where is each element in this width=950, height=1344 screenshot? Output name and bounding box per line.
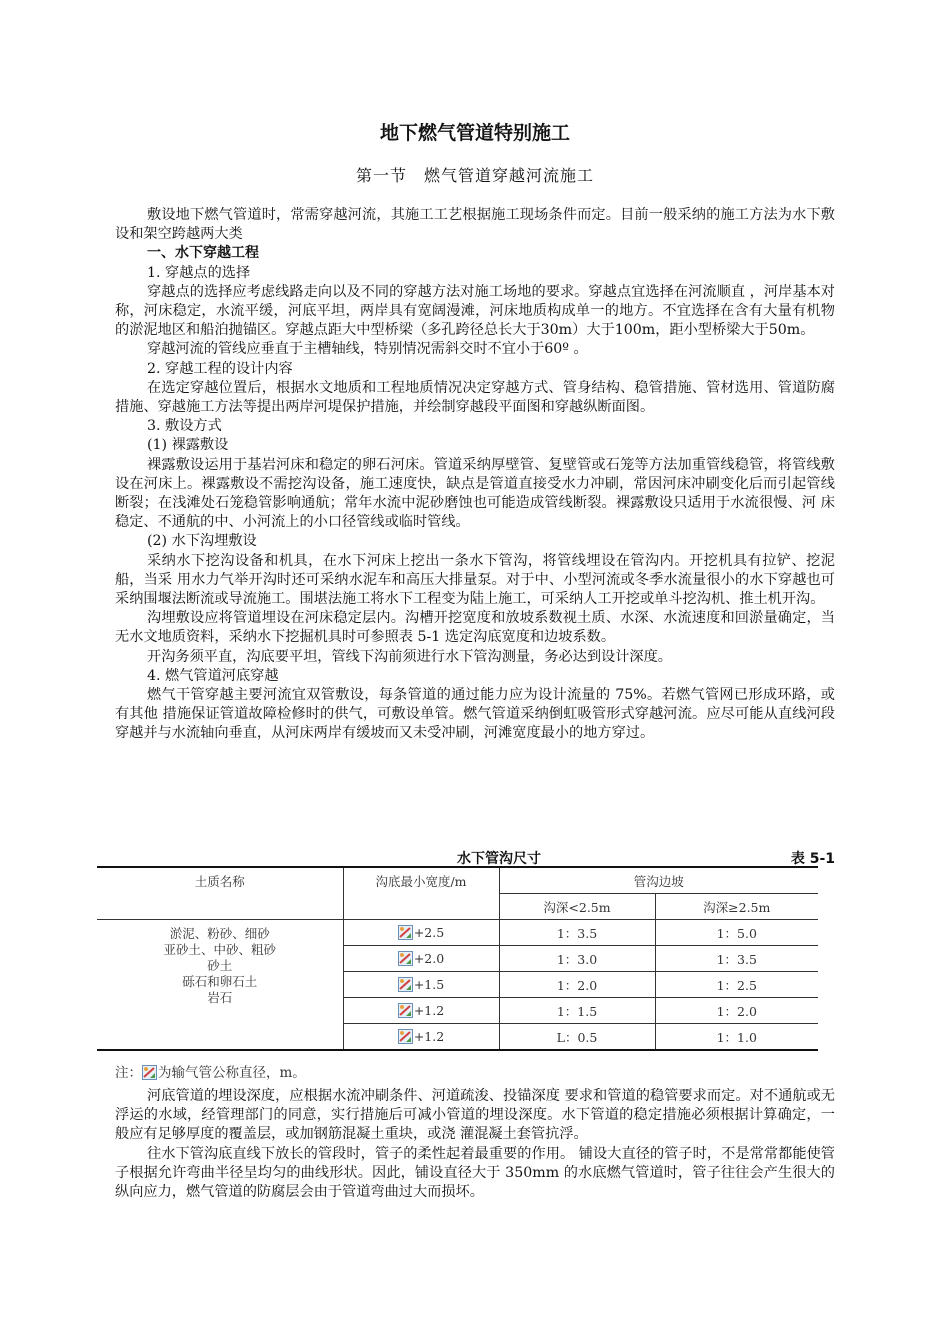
pipe-diameter-icon: [142, 1065, 157, 1080]
paragraph: 开沟务须平直，沟底要平坦，管线下沟前须进行水下管沟测量，务必达到设计深度。: [147, 648, 672, 665]
paragraph: 穿越点的选择应考虑线路走向以及不同的穿越方法对施工场地的要求。穿越点宜选择在河流顺直 ，河岸基本对称，河床稳定，水流平缓，河底平坦，两岸具有宽阔漫滩，河床地质构成单一的地方。不宜选择在含有大量有机物的淤泥地区和船泊抛锚区。穿越点距大中型桥梁（多孔跨径总长大于30m）大于100m，距小型桥梁大于50m。: [115, 283, 835, 339]
note-text: 为输气管公称直径，m。: [158, 1065, 306, 1081]
width-cell: [343, 1024, 499, 1051]
header-soil: 土质名称: [97, 867, 343, 920]
shallow-slope-cell: 1：3.5: [499, 920, 655, 946]
paragraph: 往水下管沟底直线下放长的管段时，管子的柔性起着最重要的作用。 铺设大直径的管子时，不是常常都能使管子根据允许弯曲半径呈均匀的曲线形状。因此，铺设直径大于 350mm 的水底燃气管道时，管子往往会产生很大的纵向应力，燃气管道的防腐层会由于管道弯曲过大而损坏。: [115, 1145, 835, 1201]
paragraph: 沟埋敷设应将管道埋设在河床稳定层内。沟槽开挖宽度和放坡系数视土质、水深、水流速度和回淤量确定，当无水文地质资料，采纳水下挖掘机具时可参照表 5-1 选定沟底宽度和边坡系数。: [115, 610, 835, 646]
width-value: +1.2: [413, 1003, 445, 1018]
document-title: 地下燃气管道特别施工: [379, 122, 570, 144]
pipe-diameter-icon: [398, 1029, 413, 1044]
pipe-diameter-icon: [398, 951, 413, 966]
deep-slope-cell: 1：5.0: [655, 920, 818, 946]
paragraph: 敷设地下燃气管道时，常需穿越河流，其施工工艺根据施工现场条件而定。目前一般采纳的施工方法为水下敷设和架空跨越两大类: [115, 207, 835, 243]
soil-names-cell: [97, 920, 343, 1051]
width-cell: [343, 946, 499, 972]
deep-slope-cell: 1：2.0: [655, 998, 818, 1024]
header-slope: 管沟边坡: [499, 867, 818, 894]
deep-slope-cell: 1：3.5: [655, 946, 818, 972]
table-note: [115, 1061, 306, 1081]
width-value: +1.5: [413, 977, 445, 992]
width-value: +2.5: [413, 925, 445, 940]
soil-name: 亚砂土、中砂、粗砂: [163, 942, 276, 957]
paragraph: 3. 敷设方式: [147, 418, 222, 435]
pipe-diameter-icon: [398, 925, 413, 940]
width-cell: [343, 920, 499, 946]
width-cell: [343, 998, 499, 1024]
paragraph: 河底管道的埋设深度，应根据水流冲刷条件、河道疏浚、投锚深度 要求和管道的稳管要求而定。对不通航或无浮运的水域，经管理部门的同意，实行措施后可减小管道的埋设深度。水下管道的稳定措施必须根据计算确定，一般应有足够厚度的覆盖层，或加钢筋混凝土重块，或浇 灌混凝土套管抗浮。: [115, 1088, 835, 1143]
shallow-slope-cell: L：0.5: [499, 1024, 655, 1051]
header-min-width: 沟底最小宽度/m: [343, 867, 499, 920]
paragraph: 燃气干管穿越主要河流宜双管敷设，每条管道的通过能力应为设计流量的 75%。若燃气管网已形成环路，或有其他 措施保证管道故障检修时的供气，可敷设单管。燃气管道采纳倒虹吸管形式穿越河流。应尽可能从直线河段穿越并与水流轴向垂直，从河床两岸有缓坡而又未受冲刷，河滩宽度最小的地方穿过。: [115, 687, 835, 742]
header-slope-shallow: 沟深<2.5m: [499, 894, 655, 920]
soil-name: 砾石和卵石土: [182, 974, 258, 989]
soil-name: 淤泥、粉砂、细砂: [169, 926, 270, 941]
upper-body: [115, 206, 835, 744]
paragraph: (1) 裸露敷设: [147, 437, 229, 454]
shallow-slope-cell: 1：3.0: [499, 946, 655, 972]
paragraph: (2) 水下沟埋敷设: [147, 533, 257, 550]
soil-name: 砂土: [207, 958, 233, 973]
width-cell: [343, 972, 499, 998]
table-number: 表 5-1: [790, 851, 835, 867]
paragraph: 在选定穿越位置后，根据水文地质和工程地质情况决定穿越方式、管身结构、稳管措施、管材选用、管道防腐措施、穿越施工方法等提出两岸河堤保护措施，并绘制穿越段平面图和穿越纵断面图。: [115, 379, 835, 416]
section-subtitle: 第一节 燃气管道穿越河流施工: [355, 166, 594, 185]
paragraph: 穿越河流的管线应垂直于主槽轴线，特别情况需斜交时不宜小于60º 。: [147, 341, 588, 358]
table-row: [97, 920, 818, 946]
paragraph: 1. 穿越点的选择: [147, 264, 251, 281]
paragraph: 采纳水下挖沟设备和机具，在水下河床上挖出一条水下管沟，将管线埋设在管沟内。开挖机具有拉铲、挖泥船，当采 用水力气举开沟时还可采纳水泥车和高压大排量泵。对于中、小型河流或冬季水流量很小的水下穿越也可采纳围堰法断流或导流施工。围堪法施工将水下工程变为陆上施工，可采纳人工开挖或单斗挖沟机、推土机开沟。: [115, 552, 835, 608]
trench-size-table: [97, 866, 818, 1051]
table-title: 水下管沟尺寸: [457, 851, 541, 867]
section-heading: 一、水下穿越工程: [147, 245, 259, 262]
paragraph: 裸露敷设运用于基岩河床和稳定的卵石河床。管道采纳厚壁管、复壁管或石笼等方法加重管线稳管，将管线敷设在河床上。裸露敷设不需挖沟设备，施工速度快，缺点是管道直接受水力冲刷，常因河床冲刷变化后而引起管线断裂；在浅滩处石笼稳管影响通航；常年水流中泥砂磨蚀也可能造成管线断裂。裸露敷设只适用于水流很慢、河 床稳定、不通航的中、小河流上的小口径管线或临时管线。: [115, 456, 835, 531]
shallow-slope-cell: 1：2.0: [499, 972, 655, 998]
pipe-diameter-icon: [398, 977, 413, 992]
width-value: +2.0: [413, 951, 445, 966]
deep-slope-cell: 1：2.5: [655, 972, 818, 998]
table-header-row: [97, 867, 818, 894]
width-value: +1.2: [413, 1029, 445, 1044]
note-prefix: 注：: [115, 1065, 142, 1081]
pipe-diameter-icon: [398, 1003, 413, 1018]
table-caption: [115, 848, 835, 868]
soil-name: 岩石: [207, 990, 233, 1005]
shallow-slope-cell: 1：1.5: [499, 998, 655, 1024]
paragraph: 2. 穿越工程的设计内容: [147, 360, 293, 377]
paragraph: 4. 燃气管道河底穿越: [147, 667, 279, 684]
lower-body: [115, 1087, 835, 1202]
header-slope-deep: 沟深≥2.5m: [655, 894, 818, 920]
deep-slope-cell: 1：1.0: [655, 1024, 818, 1051]
